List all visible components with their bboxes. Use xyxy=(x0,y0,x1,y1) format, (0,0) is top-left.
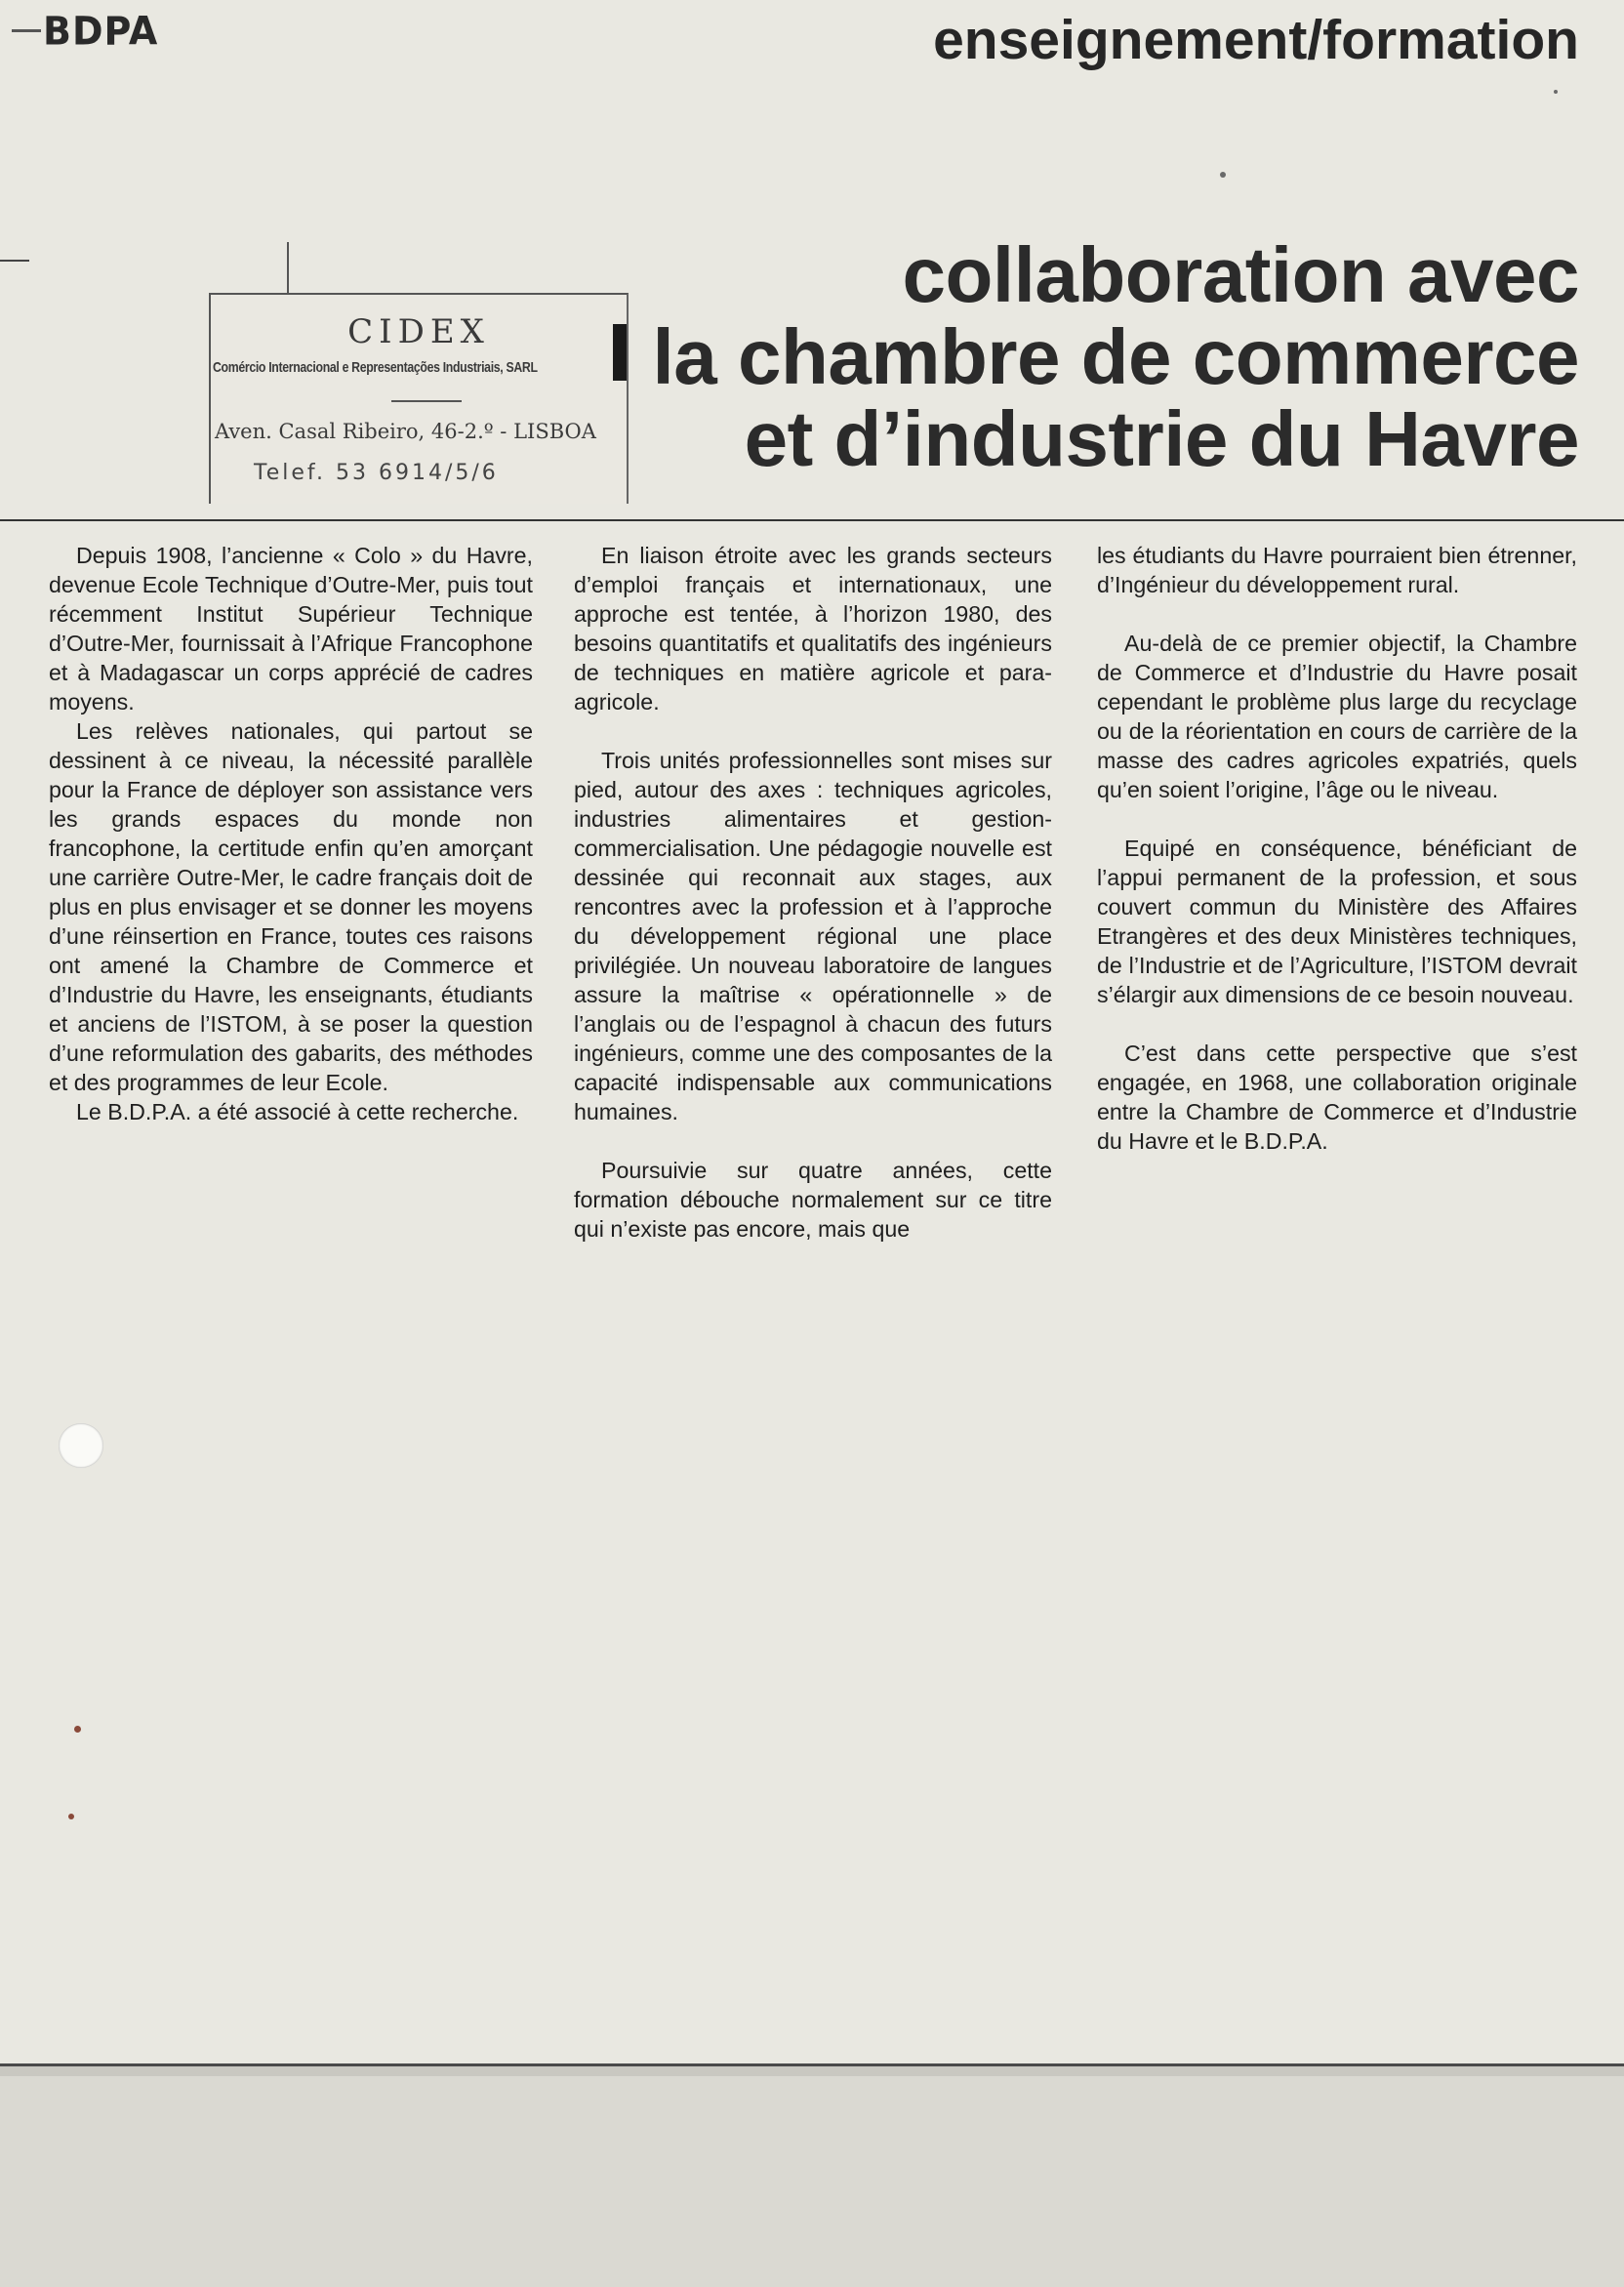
paragraph: les étudiants du Havre pourraient bien étrenner, d’Ingénieur du développement rural. xyxy=(1097,543,1577,597)
punch-hole xyxy=(59,1423,103,1468)
ink-speck xyxy=(1554,90,1558,94)
title-line-1: collaboration avec xyxy=(902,231,1579,318)
paragraph: Trois unités professionnelles sont mises sur pied, autour des axes : techniques agricoles, industries alimentaires et gestion-commercialisation. Une pédagogie nouvelle est dessinée qui reconnait aux stages, aux rencontres avec la profession et à l’approche du développement régional une place privilégiée. Un nouveau laboratoire de langues assure la maîtrise « opérationnelle » de l’anglais ou de l’espagnol à chacun des futurs ingénieurs, comme une des composantes de la capacité indispensable aux communications humaines. xyxy=(574,748,1052,1124)
article-column-1 xyxy=(49,541,533,1126)
title-line-2: la chambre de commerce xyxy=(652,313,1579,400)
stamp-company-name: CIDEX xyxy=(347,312,490,351)
cidex-stamp xyxy=(209,293,629,504)
ink-speck xyxy=(1220,172,1226,178)
margin-mark xyxy=(0,260,29,262)
stamp-phone: Telef. 53 6914/5/6 xyxy=(254,461,499,485)
paragraph: Equipé en conséquence, bénéficiant de l’appui permanent de la profession, et sous couvert commun du Ministère des Affaires Etrangères et des deux Ministères techniques, de l’Industrie et de l’Agriculture, l’ISTOM devrait s’élargir aux dimensions de ce besoin nouveau. xyxy=(1097,836,1577,1007)
ink-speck xyxy=(68,1814,74,1819)
section-heading: enseignement/formation xyxy=(933,9,1579,71)
brand-dash xyxy=(12,29,41,32)
paragraph: Le B.D.P.A. a été associé à cette recherche. xyxy=(76,1099,519,1124)
stamp-company-description: Comércio Internacional e Representações Industriais, SARL xyxy=(213,359,538,376)
fold-shadow xyxy=(0,2066,1624,2076)
stamp-ink-bar xyxy=(613,324,627,381)
stamp-address: Aven. Casal Ribeiro, 46-2.º - LISBOA xyxy=(215,420,596,443)
paragraph: En liaison étroite avec les grands secteurs d’emploi français et internationaux, une approche est tentée, à l’horizon 1980, des besoins quantitatifs et qualitatifs des ingénieurs de techniques en matière agricole et para-agricole. xyxy=(574,543,1052,715)
paragraph: Poursuivie sur quatre années, cette formation débouche normalement sur ce titre qui n’existe pas encore, mais que xyxy=(574,1158,1052,1242)
article-title xyxy=(652,231,1579,482)
article-column-2 xyxy=(574,541,1052,1244)
paragraph: C’est dans cette perspective que s’est engagée, en 1968, une collaboration originale entre la Chambre de Commerce et d’Industrie du Havre et le B.D.P.A. xyxy=(1097,1041,1577,1154)
stamp-tick xyxy=(287,242,289,293)
article-column-3 xyxy=(1097,541,1577,1156)
page-fold-strip xyxy=(0,2063,1624,2287)
stamp-divider xyxy=(391,400,462,402)
header-rule xyxy=(0,519,1624,521)
ink-speck xyxy=(74,1726,81,1733)
title-line-3: et d’industrie du Havre xyxy=(744,395,1579,482)
brand-logo: BDPA xyxy=(43,8,159,55)
paragraph: Les relèves nationales, qui partout se dessinent à ce niveau, la nécessité parallèle pour la France de déployer son assistance vers les grands espaces du monde non francophone, la certitude enfin qu’en amorçant une carrière Outre-Mer, le cadre français doit de plus en plus envisager et se donner les moyens d’une réinsertion en France, toutes ces raisons ont amené la Chambre de Commerce et d’Industrie du Havre, les enseignants, étudiants et anciens de l’ISTOM, à se poser la question d’une reformulation des gabarits, des méthodes et des programmes de leur Ecole. xyxy=(49,718,533,1095)
paragraph: Au-delà de ce premier objectif, la Chambre de Commerce et d’Industrie du Havre posait cependant le problème plus large du recyclage ou de la réorientation en cours de carrière de la masse des cadres agricoles expatriés, quels qu’en soient l’origine, l’âge ou le niveau. xyxy=(1097,631,1577,802)
paragraph: Depuis 1908, l’ancienne « Colo » du Havre, devenue Ecole Technique d’Outre-Mer, puis tout récemment Institut Supérieur Technique d’Outre-Mer, fournissait à l’Afrique Francophone et à Madagascar un corps apprécié de cadres moyens. xyxy=(49,543,533,715)
